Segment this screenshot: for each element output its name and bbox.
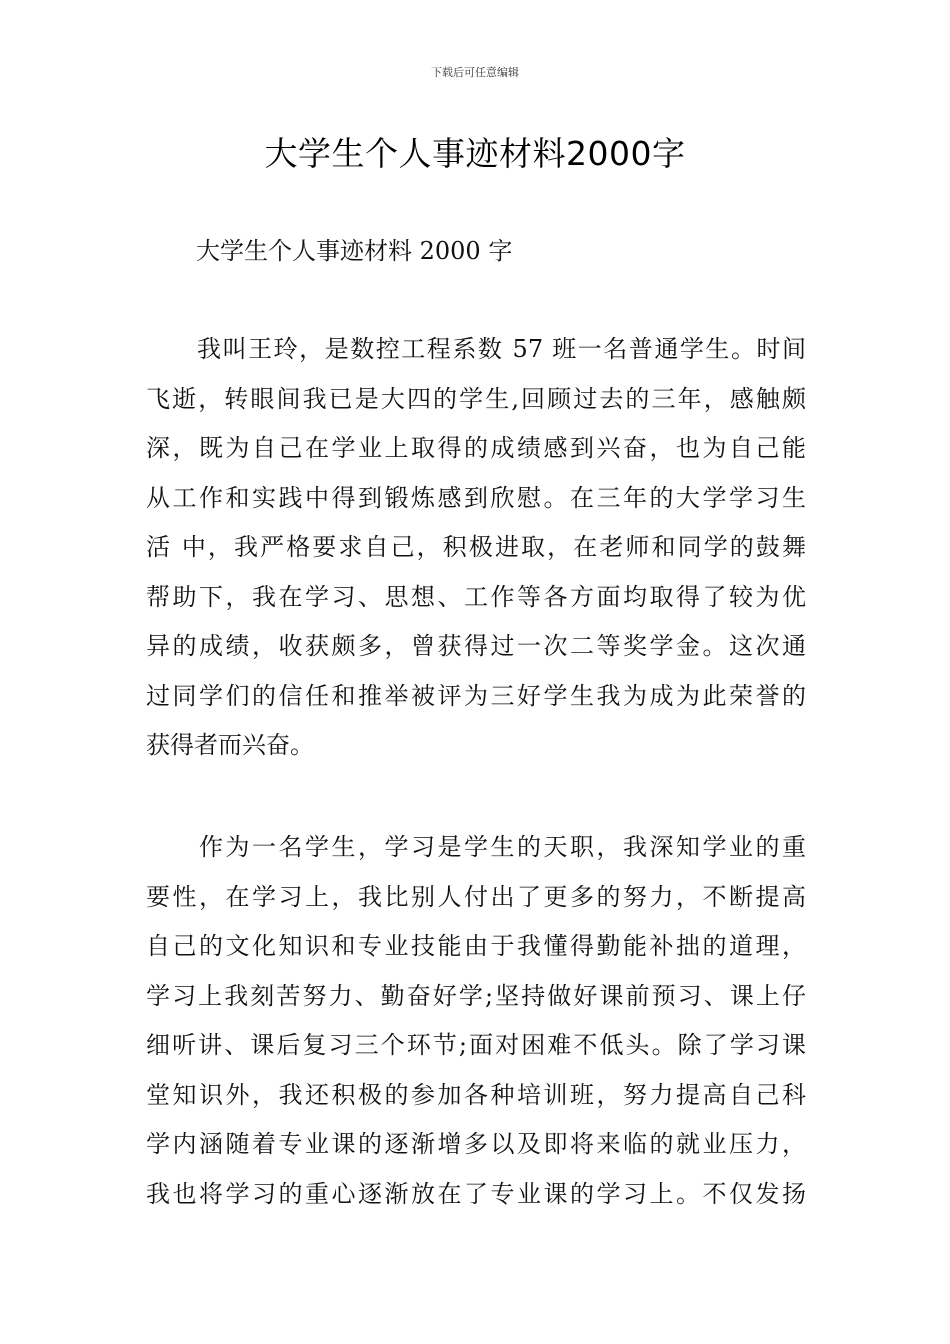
page-header: 下载后可任意编辑 [431, 66, 519, 79]
paragraph-line: 获得者而兴奋。 [146, 731, 314, 759]
paragraph-line: 细听讲、课后复习三个环节;面对困难不低头。除了学习课 [146, 1031, 806, 1059]
paragraph-line: 我也将学习的重心逐渐放在了专业课的学习上。不仅发扬 [146, 1179, 806, 1208]
paragraph-line: 堂知识外，我还积极的参加各种培训班，努力提高自己科 [146, 1080, 806, 1109]
paragraph-line: 帮助下，我在学习、思想、工作等各方面均取得了较为优 [146, 582, 806, 611]
paragraph-line: 我叫王玲，是数控工程系数 57 班一名普通学生。时间 [146, 335, 806, 363]
document-title: 大学生个人事迹材料2000字 [264, 134, 686, 173]
paragraph-line: 异的成绩，收获颇多，曾获得过一次二等奖学金。这次通 [146, 632, 806, 660]
paragraph-1 [146, 325, 806, 771]
document-subtitle: 大学生个人事迹材料 2000 字 [196, 237, 513, 265]
paragraph-line: 作为一名学生，学习是学生的天职，我深知学业的重 [146, 833, 806, 861]
paragraph-line: 活 中，我严格要求自己，积极进取，在老师和同学的鼓舞 [146, 533, 806, 561]
paragraph-line: 自己的文化知识和专业技能由于我懂得勤能补拙的道理， [146, 932, 806, 960]
paragraph-line: 从工作和实践中得到锻炼感到欣慰。在三年的大学学习生 [146, 483, 806, 512]
paragraph-line: 学内涵随着专业课的逐渐增多以及即将来临的就业压力， [146, 1130, 806, 1158]
paragraph-2 [146, 823, 806, 1219]
paragraph-line: 学习上我刻苦努力、勤奋好学;坚持做好课前预习、课上仔 [146, 981, 806, 1010]
paragraph-line: 飞逝，转眼间我已是大四的学生,回顾过去的三年，感触颇 [146, 384, 806, 413]
paragraph-line: 过同学们的信任和推举被评为三好学生我为成为此荣誉的 [146, 681, 806, 710]
paragraph-line: 要性，在学习上，我比别人付出了更多的努力，不断提高 [146, 882, 806, 911]
paragraph-line: 深，既为自己在学业上取得的成绩感到兴奋，也为自己能 [146, 434, 806, 462]
